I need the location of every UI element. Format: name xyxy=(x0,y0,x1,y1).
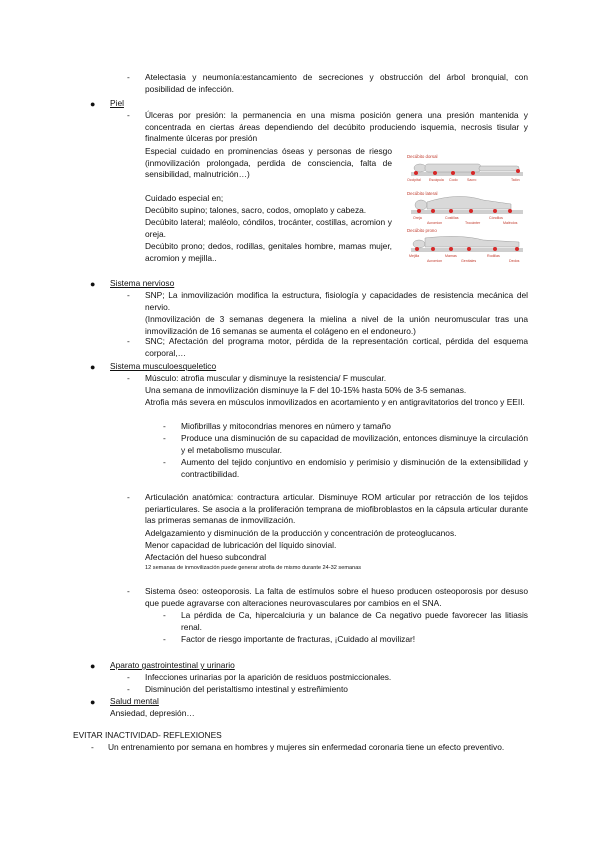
dash: - xyxy=(127,336,130,346)
body-shape xyxy=(427,196,511,209)
pressure-marker xyxy=(493,247,497,251)
pressure-marker xyxy=(449,209,453,213)
artritis-text: 12 semanas de inmovilización puede generar atrofia de mismo durante 24-32 semanas xyxy=(145,565,362,571)
dash: - xyxy=(163,457,166,467)
bed-line xyxy=(411,248,523,252)
dash: - xyxy=(127,672,130,682)
figure-point-label: Mamas xyxy=(445,254,457,258)
section-title-mental: Salud mental xyxy=(110,696,159,706)
pressure-marker xyxy=(417,209,421,213)
head-shape xyxy=(413,240,425,248)
section-title-nervioso: Sistema nervioso xyxy=(110,278,175,288)
evitar-text: Un entrenamiento por semana en hombres y mujeres sin enfermedad coronaria tiene un efecto preventivo. xyxy=(108,742,505,752)
section-title-musculo: Sistema musculoesqueletico xyxy=(110,361,217,371)
figure-point-label: Rodillas xyxy=(487,254,500,258)
pressure-marker xyxy=(449,247,453,251)
bullet: ● xyxy=(90,362,96,372)
pressure-marker xyxy=(431,247,435,251)
figure-point-label: Oreja xyxy=(413,216,422,220)
musculo-text: Músculo: atrofia muscular y disminuye la resistencia/ F muscular. xyxy=(145,373,387,383)
evitar-title: EVITAR INACTIVIDAD- REFLEXIONES xyxy=(73,730,222,740)
dash: - xyxy=(127,290,130,300)
sub-item: Miofibrillas y mitocondrias menores en número y tamaño xyxy=(181,421,391,431)
figure-point-label: Costillas xyxy=(445,216,459,220)
pressure-marker xyxy=(414,171,418,175)
sub-item: Produce una disminución de su capacidad de movilización, entonces disminuye la circulación y el metabolismo muscular. xyxy=(181,433,528,455)
figure-point-label: Occipital xyxy=(407,178,421,182)
gastro-item: Disminución del peristaltismo intestinal y estreñimiento xyxy=(145,684,348,694)
pressure-marker xyxy=(471,171,475,175)
figure-point-label: Escápula xyxy=(429,178,444,182)
pressure-points-figure xyxy=(403,152,528,264)
oseo-sub-item: Factor de riesgo importante de fracturas, ¡Cuidado al movilizar! xyxy=(181,634,416,644)
head-shape xyxy=(415,200,427,210)
legs-shape xyxy=(479,166,519,171)
dash: - xyxy=(127,72,130,82)
figure-point-label: Dedos xyxy=(509,259,520,263)
section-title-gastro: Aparato gastrointestinal y urinario xyxy=(110,660,235,670)
gastro-item: Infecciones urinarias por la aparición de residuos postmiccionales. xyxy=(145,672,392,682)
figure-point-label: Mejilla xyxy=(409,254,420,258)
supine-body xyxy=(411,164,523,176)
section-title-piel: Piel xyxy=(110,98,124,108)
figure-point-label: Talón xyxy=(511,178,520,182)
dash: - xyxy=(127,110,130,120)
dash: - xyxy=(163,433,166,443)
sub-item: Aumento del tejido conjuntivo en endomisio y perimisio y disminución de la extensibilidad y contractibilidad. xyxy=(181,457,528,479)
pressure-marker xyxy=(508,209,512,213)
torso-shape xyxy=(425,164,481,172)
figure-point-label: Codo xyxy=(449,178,458,182)
pressure-marker xyxy=(516,169,520,173)
prono-text: Decúbito prono; dedos, rodillas, genitales hombre, mamas mujer, acromion y mejilla.. xyxy=(145,241,392,263)
bed-line xyxy=(411,172,523,176)
supino-text: Decúbito supino; talones, sacro, codos, omoplato y cabeza. xyxy=(145,205,367,215)
pressure-marker xyxy=(431,209,435,213)
snc-text: SNC; Afectación del programa motor, pérdida de la representación cortical, pérdida del esquema corporal,… xyxy=(145,336,528,358)
snp-text: SNP; La inmovilización modifica la estructura, fisiología y capacidades de resistencia mecánica del nervio. xyxy=(145,290,528,312)
lubricacion-text: Menor capacidad de lubricación del líquido sinovial. xyxy=(145,540,337,550)
lateral-body xyxy=(411,196,523,214)
prone-body xyxy=(411,236,523,252)
figure-lateral-title: Decúbito lateral xyxy=(407,191,438,196)
subcondral-text: Afectación del hueso subcondral xyxy=(145,552,267,562)
pressure-marker xyxy=(451,171,455,175)
oseo-text: Sistema óseo: osteoporosis. La falta de estímulos sobre el hueso producen osteoporosis por desuso que puede agravarse con alteraciones neurovasculares por cambios en el SNA. xyxy=(145,586,528,608)
semana-text: Una semana de inmovilización disminuye la F del 10-15% hasta 50% de 3-5 semanas. xyxy=(145,385,467,395)
figure-point-label: Acromion xyxy=(427,259,443,263)
figure-point-label: Trocánter xyxy=(465,221,481,225)
figure-supino-title: Decúbito dorsal xyxy=(407,154,438,159)
bed-line xyxy=(411,210,523,214)
oseo-sub-item: La pérdida de Ca, hipercalciuria y un balance de Ca negativo puede favorecer las litiasis renal. xyxy=(181,610,528,632)
articulacion-text: Articulación anatómica: contractura articular. Disminuye ROM articular por retracción de los tejidos periarticulares. Se asocia a la proliferación temprana de miofibroblastos en la cápsula articular durante las primeras semanas de inmovilización. xyxy=(145,492,528,526)
ulceras-text: Úlceras por presión: la permanencia en una misma posición genera una presión mantenida y concentrada en ciertas áreas dependiendo del decúbito produciendo isquemia, necrosis tisular y finalmente úlceras por presión xyxy=(145,110,528,144)
pressure-marker xyxy=(493,209,497,213)
dash: - xyxy=(91,742,94,752)
pressure-marker xyxy=(415,247,419,251)
dash: - xyxy=(163,634,166,644)
dash: - xyxy=(163,421,166,431)
dash: - xyxy=(127,373,130,383)
figure-svg xyxy=(403,152,528,264)
bullet: ● xyxy=(90,697,96,707)
figure-point-label: Genitales xyxy=(461,259,477,263)
figure-prono-title: Decúbito prono xyxy=(407,228,437,233)
adelgazamiento-text: Adelgazamiento y disminución de la producción y concentración de proteoglucanos. xyxy=(145,528,457,538)
pressure-marker xyxy=(515,247,519,251)
pressure-marker xyxy=(467,247,471,251)
snp-detail-text: (Inmovilización de 3 semanas degenera la mielina a nivel de la unión neuromuscular tras una inmovilización de 16 semanas se aumenta el colágeno en el endoneuro.) xyxy=(145,314,528,336)
dash: - xyxy=(127,684,130,694)
dash: - xyxy=(163,610,166,620)
head-shape xyxy=(414,164,426,172)
figure-point-label: Sacro xyxy=(467,178,477,182)
cuidado-text: Cuidado especial en; xyxy=(145,193,224,203)
especial-text: Especial cuidado en prominencias óseas y personas de riesgo (inmovilización prolongada, perdida de consciencia, falta de sensibilidad, malnutrición…) xyxy=(145,146,392,180)
figure-point-label: Cóndilos xyxy=(489,216,503,220)
figure-point-label: Maléolos xyxy=(503,221,518,225)
body-shape xyxy=(425,236,519,247)
atrofia-text: Atrofia más severa en músculos inmovilizados en acortamiento y en antigravitatorios del tronco y EEII. xyxy=(145,397,525,407)
mental-text: Ansiedad, depresión… xyxy=(110,708,195,718)
figure-point-label: Acromion xyxy=(427,221,443,225)
atelectasia-text: Atelectasia y neumonía:estancamiento de secreciones y obstrucción del árbol bronquial, con posibilidad de infección. xyxy=(145,72,528,94)
dash: - xyxy=(127,492,130,502)
bullet: ● xyxy=(90,279,96,289)
bullet: ● xyxy=(90,661,96,671)
pressure-marker xyxy=(469,209,473,213)
pressure-marker xyxy=(433,171,437,175)
dash: - xyxy=(127,586,130,596)
bullet: ● xyxy=(90,99,96,109)
lateral-text: Decúbito lateral; maléolo, cóndilos, trocánter, costillas, acromion y oreja. xyxy=(145,217,392,239)
